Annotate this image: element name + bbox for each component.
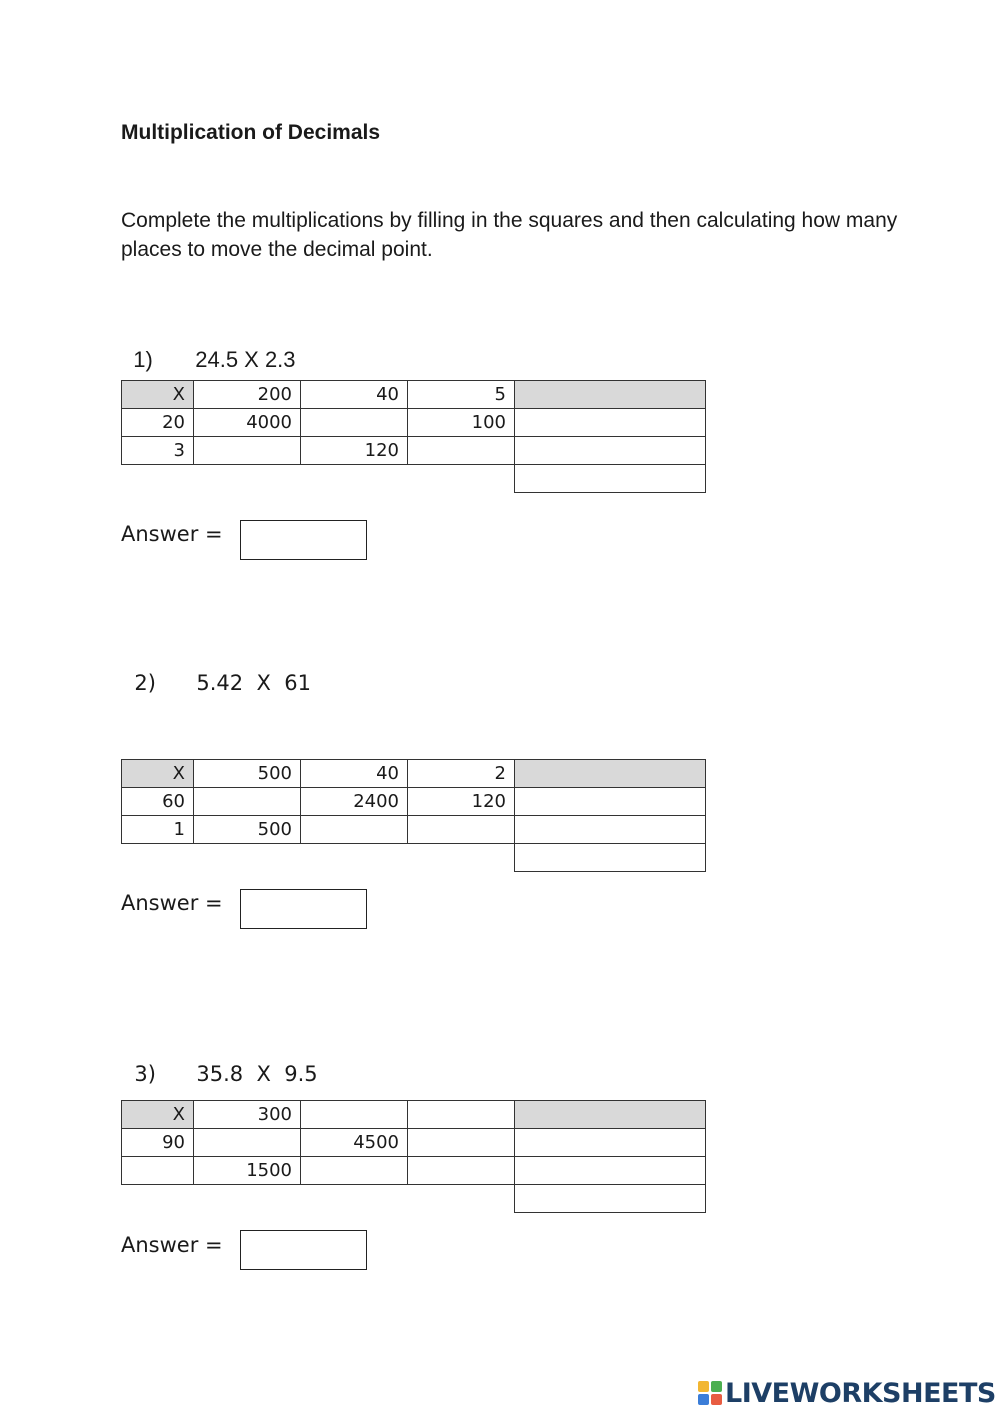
grid-cell[interactable]: [408, 1101, 515, 1129]
grid-cell: X: [122, 760, 194, 788]
grid-cell: X: [122, 1101, 194, 1129]
grid-cell: 90: [122, 1129, 194, 1157]
grid-cell[interactable]: [194, 788, 301, 816]
instructions-text: Complete the multiplications by filling in the squares and then calculating how many places to move the decimal point.: [121, 209, 898, 261]
question-2-label: [121, 647, 311, 695]
grid-cell: 20: [122, 409, 194, 437]
grid-total-header: [515, 381, 706, 409]
grid-cell[interactable]: [408, 816, 515, 844]
grid-cell[interactable]: 120: [408, 788, 515, 816]
row-total-cell[interactable]: [515, 1129, 706, 1157]
liveworksheets-logo: [698, 1376, 996, 1410]
row-total-cell[interactable]: [515, 437, 706, 465]
grid-cell[interactable]: 100: [408, 409, 515, 437]
question-1-grid: [121, 380, 706, 493]
question-2-answer-input[interactable]: [240, 889, 367, 929]
worksheet-title: Multiplication of Decimals: [121, 121, 381, 144]
grid-cell: 300: [194, 1101, 301, 1129]
question-2-answer-label: Answer =: [121, 891, 223, 915]
grid-cell: 60: [122, 788, 194, 816]
question-1-number: 1): [133, 347, 153, 372]
grid-cell[interactable]: [301, 816, 408, 844]
question-2-expression: 5.42 X 61: [196, 671, 311, 695]
grid-cell: 1: [122, 816, 194, 844]
grid-cell: 2: [408, 760, 515, 788]
question-3-number: 3): [134, 1062, 156, 1086]
grid-cell[interactable]: 4000: [194, 409, 301, 437]
grand-total-cell[interactable]: [515, 844, 706, 872]
grid-cell: 3: [122, 437, 194, 465]
question-3-answer-input[interactable]: [240, 1230, 367, 1270]
question-2-number: 2): [134, 671, 156, 695]
question-3-expression: 35.8 X 9.5: [196, 1062, 318, 1086]
grid-cell[interactable]: 1500: [194, 1157, 301, 1185]
grid-cell[interactable]: [122, 1157, 194, 1185]
logo-square: [698, 1381, 709, 1392]
question-1-answer-label: Answer =: [121, 522, 223, 546]
question-1-label: [121, 321, 296, 373]
grid-cell[interactable]: [301, 1157, 408, 1185]
question-3-grid: [121, 1100, 706, 1213]
question-2-grid: [121, 759, 706, 872]
grid-cell: 5: [408, 381, 515, 409]
grid-cell: 200: [194, 381, 301, 409]
grid-cell[interactable]: 2400: [301, 788, 408, 816]
grid-cell: 40: [301, 760, 408, 788]
grid-cell: X: [122, 381, 194, 409]
grid-cell[interactable]: [408, 1157, 515, 1185]
logo-text: LIVEWORKSHEETS: [725, 1377, 996, 1409]
logo-square: [711, 1394, 722, 1405]
grid-cell[interactable]: 120: [301, 437, 408, 465]
grand-total-cell[interactable]: [515, 1185, 706, 1213]
grid-cell: 40: [301, 381, 408, 409]
grid-cell[interactable]: 500: [194, 816, 301, 844]
grid-cell[interactable]: [408, 437, 515, 465]
row-total-cell[interactable]: [515, 1157, 706, 1185]
row-total-cell[interactable]: [515, 816, 706, 844]
grid-cell[interactable]: [194, 437, 301, 465]
grid-total-header: [515, 1101, 706, 1129]
grid-cell[interactable]: [194, 1129, 301, 1157]
grid-total-header: [515, 760, 706, 788]
row-total-cell[interactable]: [515, 788, 706, 816]
question-1-expression: 24.5 X 2.3: [195, 347, 296, 372]
question-1-answer-input[interactable]: [240, 520, 367, 560]
grand-total-cell[interactable]: [515, 465, 706, 493]
question-3-answer-label: Answer =: [121, 1233, 223, 1257]
grid-cell[interactable]: 4500: [301, 1129, 408, 1157]
logo-square: [698, 1394, 709, 1405]
logo-square: [711, 1381, 722, 1392]
question-3-label: [121, 1038, 318, 1086]
grid-cell: 500: [194, 760, 301, 788]
grid-cell[interactable]: [301, 1101, 408, 1129]
grid-cell[interactable]: [408, 1129, 515, 1157]
liveworksheets-logo-icon: [698, 1381, 722, 1405]
row-total-cell[interactable]: [515, 409, 706, 437]
grid-cell[interactable]: [301, 409, 408, 437]
